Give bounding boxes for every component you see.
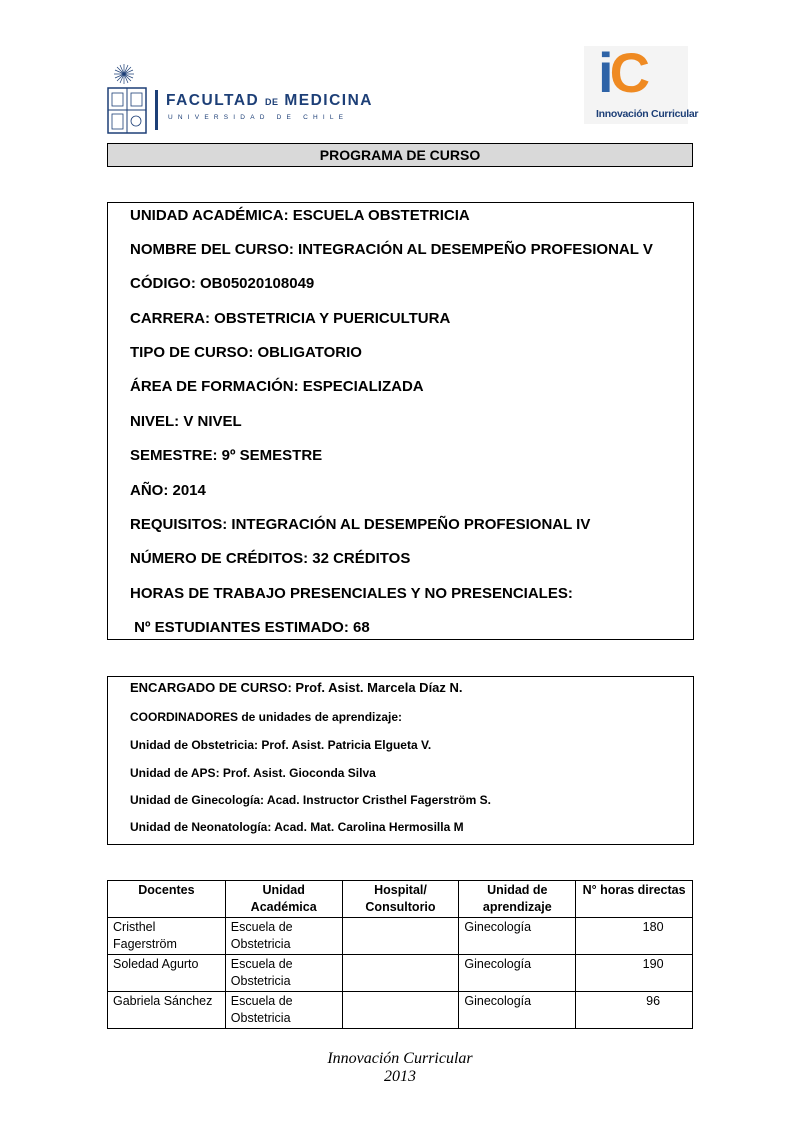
cell-academic-unit: Escuela de Obstetricia (225, 992, 342, 1029)
column-header: Unidad Académica (225, 881, 342, 918)
ic-letters: iC (598, 41, 647, 104)
cell-learning-unit: Ginecología (459, 992, 576, 1029)
staff-box (107, 676, 694, 845)
cell-hours: 96 (576, 992, 693, 1029)
cell-hours: 190 (576, 955, 693, 992)
unit-coordinator: Unidad de Neonatología: Acad. Mat. Carolina Hermosilla M (130, 820, 464, 834)
table-row (108, 955, 693, 992)
cell-teacher: Cristhel Fagerström (108, 918, 226, 955)
faculty-logo (106, 62, 373, 138)
unit-coordinator: Unidad de Obstetricia: Prof. Asist. Patricia Elgueta V. (130, 738, 432, 752)
table-row (108, 918, 693, 955)
university-crest-icon (106, 62, 156, 138)
course-info-box (107, 202, 694, 640)
info-course-type: TIPO DE CURSO: OBLIGATORIO (130, 344, 362, 361)
cell-hospital (342, 955, 459, 992)
cell-hospital (342, 918, 459, 955)
teachers-table (107, 880, 693, 1029)
info-hours: HORAS DE TRABAJO PRESENCIALES Y NO PRESENCIALES: (130, 585, 573, 602)
unit-coordinator: Unidad de APS: Prof. Asist. Gioconda Silva (130, 766, 376, 780)
university-name: UNIVERSIDAD DE CHILE (168, 114, 349, 121)
info-training-area: ÁREA DE FORMACIÓN: ESPECIALIZADA (130, 378, 424, 395)
info-semester: SEMESTRE: 9º SEMESTRE (130, 447, 323, 464)
footer-year: 2013 (384, 1068, 416, 1085)
footer-title: Innovación Curricular (327, 1050, 473, 1067)
cell-academic-unit: Escuela de Obstetricia (225, 918, 342, 955)
info-students: Nº ESTUDIANTES ESTIMADO: 68 (130, 619, 370, 636)
unit-coordinator: Unidad de Ginecología: Acad. Instructor Cristhel Fagerström S. (130, 793, 491, 807)
table-header-row (108, 881, 693, 918)
cell-academic-unit: Escuela de Obstetricia (225, 955, 342, 992)
info-year: AÑO: 2014 (130, 482, 206, 499)
cell-teacher: Gabriela Sánchez (108, 992, 226, 1029)
program-title: PROGRAMA DE CURSO (107, 143, 693, 167)
info-requirements: REQUISITOS: INTEGRACIÓN AL DESEMPEÑO PROFESIONAL IV (130, 516, 591, 533)
column-header: Unidad de aprendizaje (459, 881, 576, 918)
info-academic-unit: UNIDAD ACADÉMICA: ESCUELA OBSTETRICIA (130, 207, 470, 224)
info-course-name: NOMBRE DEL CURSO: INTEGRACIÓN AL DESEMPEÑO PROFESIONAL V (130, 241, 653, 258)
column-header: Hospital/ Consultorio (342, 881, 459, 918)
logo-divider (155, 90, 158, 130)
ic-logo (584, 41, 699, 124)
cell-learning-unit: Ginecología (459, 918, 576, 955)
info-level: NIVEL: V NIVEL (130, 413, 242, 430)
cell-hospital (342, 992, 459, 1029)
cell-teacher: Soledad Agurto (108, 955, 226, 992)
course-manager: ENCARGADO DE CURSO: Prof. Asist. Marcela Díaz N. (130, 680, 463, 695)
info-code: CÓDIGO: OB05020108049 (130, 275, 315, 292)
info-credits: NÚMERO DE CRÉDITOS: 32 CRÉDITOS (130, 550, 411, 567)
column-header: N° horas directas (576, 881, 693, 918)
ic-subtitle: Innovación Curricular (596, 108, 699, 120)
column-header: Docentes (108, 881, 226, 918)
info-career: CARRERA: OBSTETRICIA Y PUERICULTURA (130, 310, 451, 327)
faculty-name: FACULTAD DE MEDICINA (166, 92, 373, 109)
cell-hours: 180 (576, 918, 693, 955)
coordinators-heading: COORDINADORES de unidades de aprendizaje: (130, 710, 403, 724)
table-row (108, 992, 693, 1029)
cell-learning-unit: Ginecología (459, 955, 576, 992)
page-footer (0, 1050, 800, 1086)
